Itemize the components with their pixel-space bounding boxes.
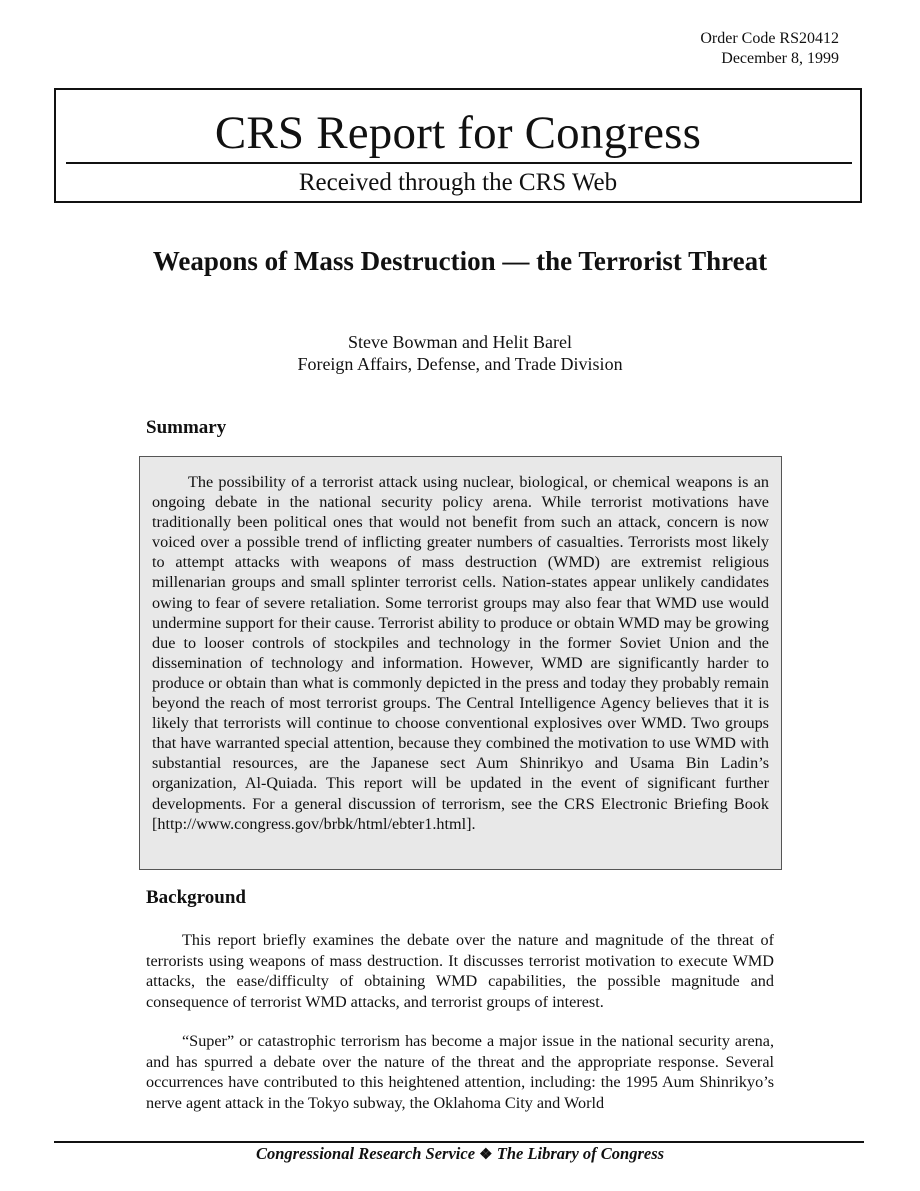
banner-divider — [66, 162, 852, 164]
footer-library: The Library of Congress — [496, 1144, 665, 1163]
summary-text: The possibility of a terrorist attack using nuclear, biological, or chemical weapons is an ongoing debate in the national security policy arena. While terrorist motivations have traditionally been political ones that would not benefit from such an attack, concern is now voiced over a possible trend of inflicting greater numbers of casualties. Terrorists most likely to attempt attacks with weapons of mass destruction (WMD) are extremist religious millenarian groups and small splinter terrorist cells. Nation-states appear unlikely candidates owing to fear of severe retaliation. Some terrorist groups may also fear that WMD use would undermine support for their cause. Terrorist ability to produce or obtain WMD may be growing due to looser controls of stockpiles and technology in the former Soviet Union and the dissemination of technology and information. However, WMD are significantly harder to produce or obtain than what is commonly depicted in the press and today they probably remain beyond the reach of most terrorist groups. The Central Intelligence Agency believes that it is likely that terrorists will continue to choose conventional explosives over WMD. Two groups that have warranted special attention, because they combined the motivation to use WMD with substantial resources, are the Japanese sect Aum Shinrikyo and Usama Bin Ladin’s organization, Al-Quiada. This report will be updated in the event of significant further developments. For a general discussion of terrorism, see the CRS Electronic Briefing Book [http://www.congress.gov/brbk/html/ebter1.html]. — [152, 473, 769, 833]
authors: Steve Bowman and Helit Barel — [348, 332, 572, 352]
document-title: Weapons of Mass Destruction — the Terrorist Threat — [152, 246, 768, 276]
banner-subtitle: Received through the CRS Web — [298, 169, 618, 196]
summary-heading: Summary — [146, 417, 227, 438]
background-paragraph-1: This report briefly examines the debate over the nature and magnitude of the threat of terrorists using weapons of mass destruction. It discusses terrorist motivation to execute WMD attacks, the ease/difficulty of obtaining WMD capabilities, the possible magnitude and consequence of terrorist WMD attacks, and terrorist groups of interest. — [146, 931, 774, 1011]
author-block — [146, 331, 774, 375]
report-banner — [54, 88, 862, 203]
banner-title: CRS Report for Congress — [214, 107, 702, 159]
background-paragraph-2: “Super” or catastrophic terrorism has become a major issue in the national security arena, and has spurred a debate over the nature of the threat and the appropriate response. Several occurrences have contributed to this heightened attention, including: the 1995 Aum Shinrikyo’s nerve agent attack in the Tokyo subway, the Oklahoma City and World — [146, 1032, 774, 1112]
order-info — [700, 29, 839, 69]
footer-publisher: Congressional Research Service — [255, 1144, 476, 1163]
report-date: December 8, 1999 — [721, 50, 839, 67]
division: Foreign Affairs, Defense, and Trade Division — [297, 354, 623, 374]
summary-box — [139, 456, 782, 870]
background-heading: Background — [146, 887, 246, 908]
diamond-separator-icon: ❖ — [479, 1147, 493, 1163]
order-code: Order Code RS20412 — [700, 30, 839, 47]
page-footer — [0, 1143, 920, 1166]
